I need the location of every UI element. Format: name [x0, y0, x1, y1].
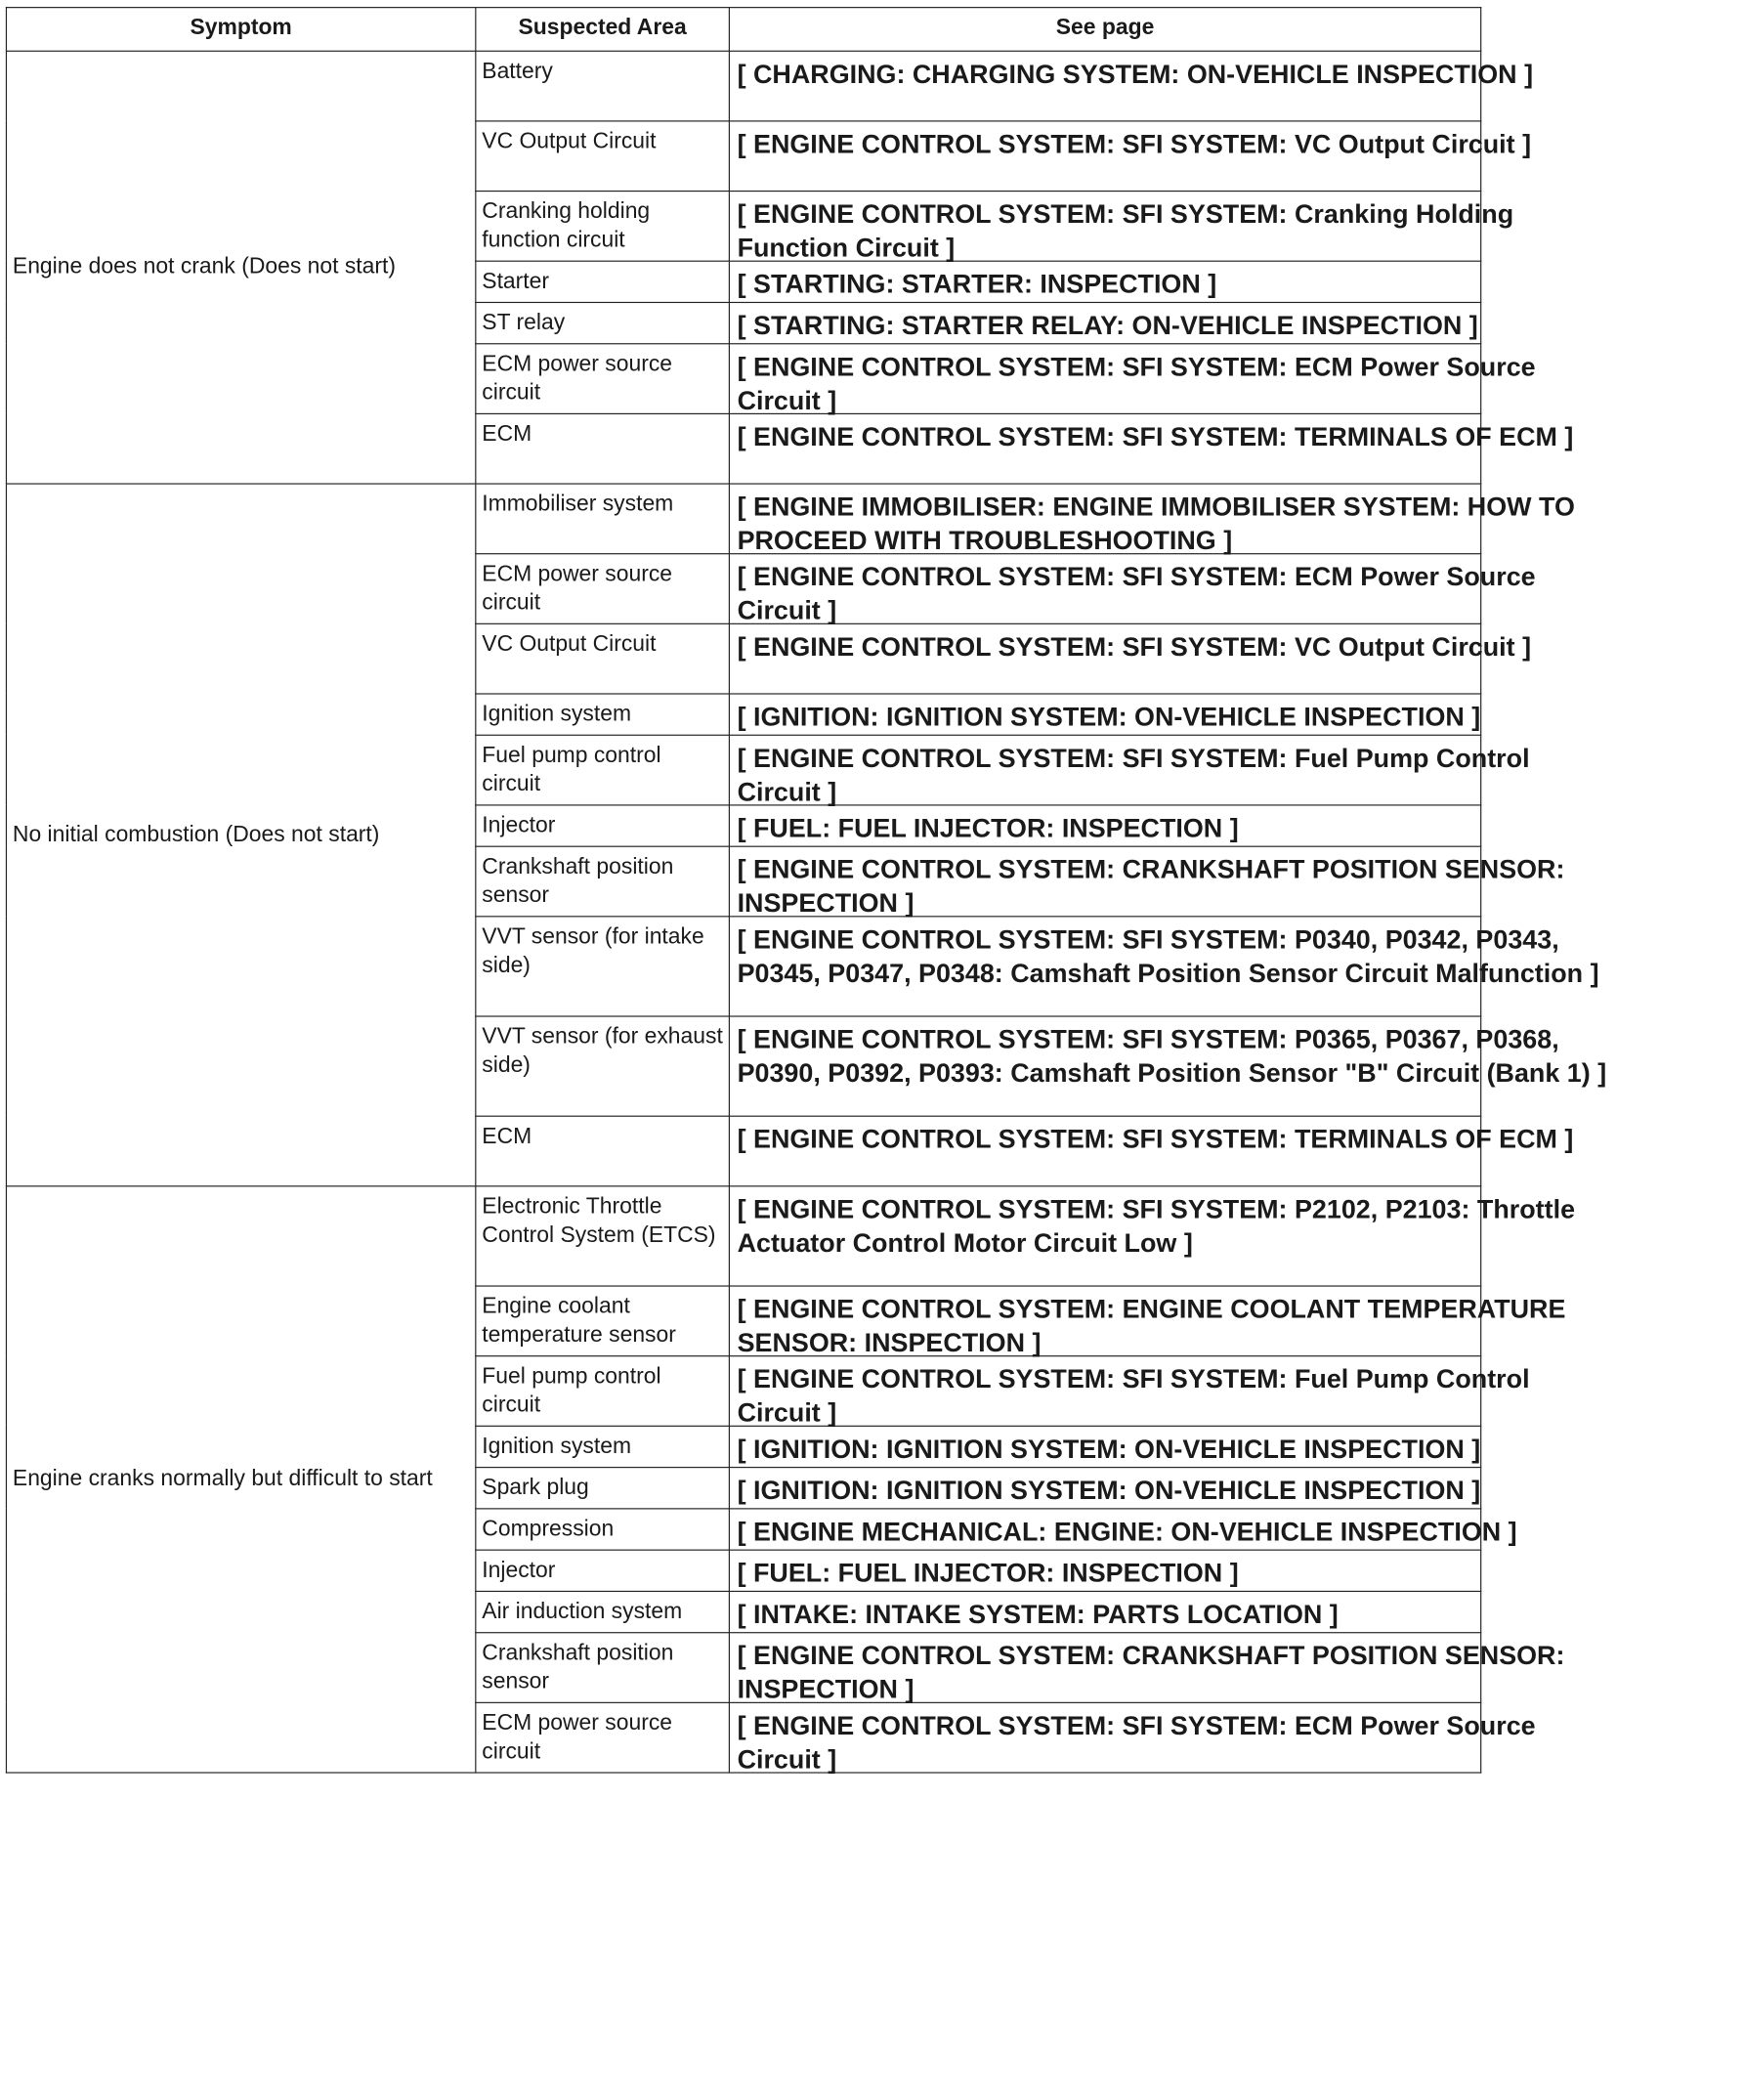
suspected-area-cell: Spark plug — [476, 1467, 730, 1508]
suspected-area-cell: Starter — [476, 261, 730, 302]
suspected-area-cell: Crankshaft position sensor — [476, 1632, 730, 1702]
see-page-cell: [ CHARGING: CHARGING SYSTEM: ON-VEHICLE INSPECTION ] — [729, 51, 1612, 133]
suspected-area-cell: Battery — [476, 51, 730, 121]
see-page-cell: [ ENGINE CONTROL SYSTEM: SFI SYSTEM: ECM Power Source Circuit ] — [729, 343, 1612, 425]
see-page-cell: [ ENGINE MECHANICAL: ENGINE: ON-VEHICLE INSPECTION ] — [729, 1508, 1612, 1557]
suspected-area-cell: Fuel pump control circuit — [476, 1355, 730, 1426]
see-page-cell: [ ENGINE CONTROL SYSTEM: SFI SYSTEM: P0340, P0342, P0343, P0345, P0347, P0348: Camshaft Position Sensor Circuit Malfunction ] — [729, 916, 1612, 1033]
see-page-cell: [ ENGINE CONTROL SYSTEM: ENGINE COOLANT TEMPERATURE SENSOR: INSPECTION ] — [729, 1285, 1612, 1367]
see-page-cell: [ ENGINE IMMOBILISER: ENGINE IMMOBILISER SYSTEM: HOW TO PROCEED WITH TROUBLESHOOTING ] — [729, 483, 1612, 565]
suspected-area-cell: Injector — [476, 804, 730, 845]
suspected-area-cell: Immobiliser system — [476, 483, 730, 553]
header-suspected-area: Suspected Area — [476, 8, 730, 51]
see-page-cell: [ STARTING: STARTER: INSPECTION ] — [729, 261, 1612, 310]
see-page-cell: [ IGNITION: IGNITION SYSTEM: ON-VEHICLE INSPECTION ] — [729, 1426, 1612, 1475]
suspected-area-cell: Electronic Throttle Control System (ETCS) — [476, 1185, 730, 1285]
see-page-cell: [ INTAKE: INTAKE SYSTEM: PARTS LOCATION ] — [729, 1591, 1612, 1640]
symptom-cell: Engine cranks normally but difficult to start — [6, 1185, 475, 1772]
see-page-cell: [ ENGINE CONTROL SYSTEM: SFI SYSTEM: TERMINALS OF ECM ] — [729, 413, 1612, 495]
suspected-area-cell: ST relay — [476, 302, 730, 343]
suspected-area-cell: ECM power source circuit — [476, 553, 730, 623]
suspected-area-cell: ECM power source circuit — [476, 1702, 730, 1773]
see-page-cell: [ STARTING: STARTER RELAY: ON-VEHICLE INSPECTION ] — [729, 302, 1612, 351]
table-row — [6, 51, 1480, 121]
suspected-area-cell: Compression — [476, 1508, 730, 1549]
table-row — [6, 1185, 1480, 1285]
suspected-area-cell: ECM — [476, 1116, 730, 1186]
suspected-area-cell: Cranking holding function circuit — [476, 191, 730, 261]
table-row — [6, 483, 1480, 553]
see-page-cell: [ ENGINE CONTROL SYSTEM: SFI SYSTEM: Fuel Pump Control Circuit ] — [729, 735, 1612, 817]
suspected-area-cell: ECM — [476, 413, 730, 484]
header-row — [6, 8, 1480, 51]
suspected-area-cell: Air induction system — [476, 1591, 730, 1632]
see-page-cell: [ ENGINE CONTROL SYSTEM: SFI SYSTEM: VC Output Circuit ] — [729, 623, 1612, 706]
suspected-area-cell: VVT sensor (for exhaust side) — [476, 1015, 730, 1115]
see-page-cell: [ FUEL: FUEL INJECTOR: INSPECTION ] — [729, 1550, 1612, 1599]
see-page-cell: [ ENGINE CONTROL SYSTEM: SFI SYSTEM: Fuel Pump Control Circuit ] — [729, 1355, 1612, 1437]
symptom-cell: No initial combustion (Does not start) — [6, 483, 475, 1185]
see-page-cell: [ ENGINE CONTROL SYSTEM: SFI SYSTEM: ECM Power Source Circuit ] — [729, 553, 1612, 635]
symptom-cell: Engine does not crank (Does not start) — [6, 51, 475, 484]
troubleshooting-table — [6, 7, 1606, 1776]
see-page-cell: [ ENGINE CONTROL SYSTEM: SFI SYSTEM: Cranking Holding Function Circuit ] — [729, 191, 1612, 273]
see-page-cell: [ FUEL: FUEL INJECTOR: INSPECTION ] — [729, 804, 1612, 853]
header-see-page: See page — [729, 8, 1480, 51]
see-page-cell: [ ENGINE CONTROL SYSTEM: SFI SYSTEM: ECM Power Source Circuit ] — [729, 1702, 1612, 1784]
suspected-area-cell: ECM power source circuit — [476, 343, 730, 413]
see-page-cell: [ ENGINE CONTROL SYSTEM: CRANKSHAFT POSITION SENSOR: INSPECTION ] — [729, 1632, 1612, 1714]
suspected-area-cell: Injector — [476, 1550, 730, 1591]
suspected-area-cell: VC Output Circuit — [476, 120, 730, 191]
suspected-area-cell: VC Output Circuit — [476, 623, 730, 694]
suspected-area-cell: Crankshaft position sensor — [476, 846, 730, 917]
see-page-cell: [ ENGINE CONTROL SYSTEM: SFI SYSTEM: P2102, P2103: Throttle Actuator Control Motor Circuit Low ] — [729, 1185, 1612, 1303]
see-page-cell: [ ENGINE CONTROL SYSTEM: SFI SYSTEM: P0365, P0367, P0368, P0390, P0392, P0393: Camshaft Position Sensor "B" Circuit (Bank 1) ] — [729, 1015, 1612, 1133]
suspected-area-cell: VVT sensor (for intake side) — [476, 916, 730, 1015]
suspected-area-cell: Ignition system — [476, 693, 730, 734]
see-page-cell: [ ENGINE CONTROL SYSTEM: CRANKSHAFT POSITION SENSOR: INSPECTION ] — [729, 846, 1612, 928]
see-page-cell: [ ENGINE CONTROL SYSTEM: SFI SYSTEM: VC Output Circuit ] — [729, 120, 1612, 202]
header-symptom: Symptom — [6, 8, 475, 51]
see-page-cell: [ IGNITION: IGNITION SYSTEM: ON-VEHICLE INSPECTION ] — [729, 1467, 1612, 1516]
see-page-cell: [ IGNITION: IGNITION SYSTEM: ON-VEHICLE INSPECTION ] — [729, 693, 1612, 742]
suspected-area-cell: Engine coolant temperature sensor — [476, 1285, 730, 1355]
suspected-area-cell: Fuel pump control circuit — [476, 735, 730, 805]
see-page-cell: [ ENGINE CONTROL SYSTEM: SFI SYSTEM: TERMINALS OF ECM ] — [729, 1116, 1612, 1198]
suspected-area-cell: Ignition system — [476, 1426, 730, 1467]
